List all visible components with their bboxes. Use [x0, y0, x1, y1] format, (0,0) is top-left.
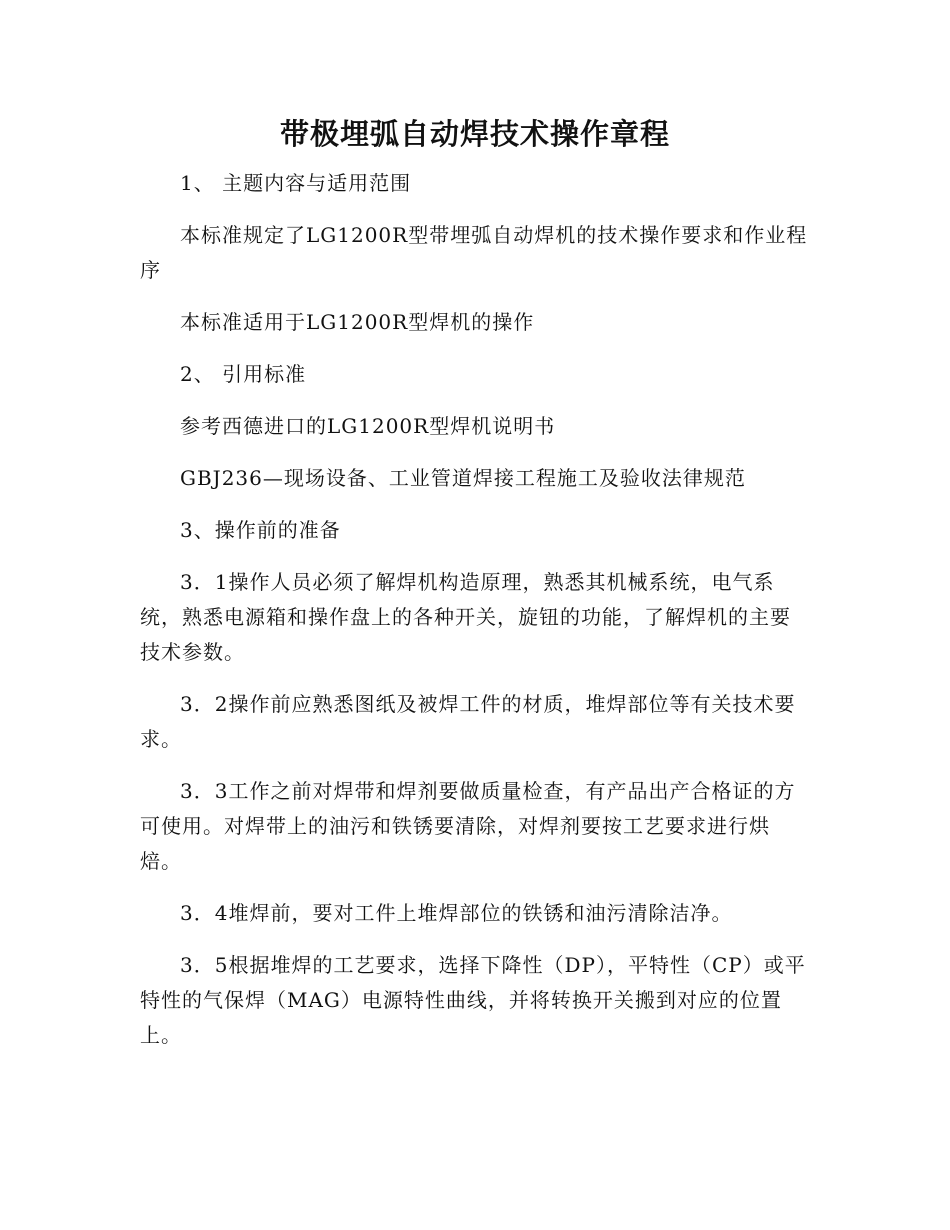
- paragraph: 3．4堆焊前，要对工件上堆焊部位的铁锈和油污清除洁净。: [180, 901, 733, 925]
- section-heading-3: 3、操作前的准备: [180, 518, 341, 542]
- paragraph: 3．2操作前应熟悉图纸及被焊工件的材质，堆焊部位等有关技术要求。: [140, 692, 796, 751]
- paragraph: 参考西德进口的LG1200R型焊机说明书: [180, 414, 556, 438]
- paragraph: 本标准规定了LG1200R型带埋弧自动焊机的技术操作要求和作业程序: [140, 223, 808, 282]
- paragraph: 3．3工作之前对焊带和焊剂要做质量检查，有产品出产合格证的方可使用。对焊带上的油污和铁锈要清除，对焊剂要按工艺要求进行烘焙。: [140, 779, 796, 873]
- paragraph: 3．1操作人员必须了解焊机构造原理，熟悉其机械系统，电气系统，熟悉电源箱和操作盘上的各种开关，旋钮的功能，了解焊机的主要技术参数。: [140, 570, 791, 664]
- section-heading-1: 1、 主题内容与适用范围: [180, 171, 412, 195]
- document-body: [140, 166, 810, 1070]
- paragraph: 3．5根据堆焊的工艺要求，选择下降性（DP），平特性（CP）或平特性的气保焊（MAG）电源特性曲线，并将转换开关搬到对应的位置上。: [140, 953, 806, 1047]
- section-heading-2: 2、 引用标准: [180, 362, 307, 386]
- document-title: 带极埋弧自动焊技术操作章程: [279, 117, 670, 151]
- paragraph: 本标准适用于LG1200R型焊机的操作: [180, 310, 535, 334]
- paragraph: GBJ236—现场设备、工业管道焊接工程施工及验收法律规范: [180, 466, 746, 490]
